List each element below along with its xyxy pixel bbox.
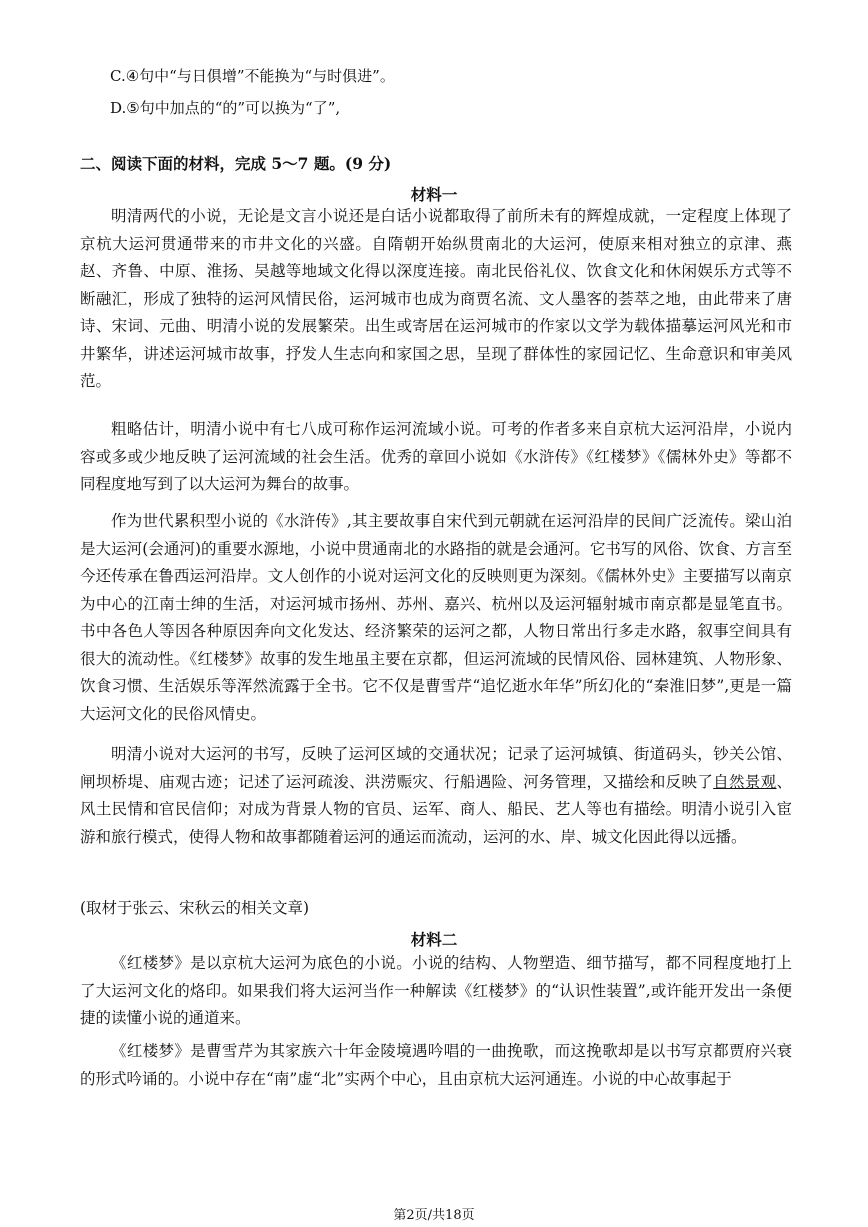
material1-paragraph-4-text-b: 、风土民情和官民信仰；对成为背景人物的官员、运军、商人、船民、艺人等也有描绘。明清小说引入宦游和旅行模式，使得人物和故事都随着运河的通运而流动，运河的水、岸、城文化因此得以远播。 bbox=[80, 772, 792, 846]
material1-paragraph-2: 粗略估计，明清小说中有七八成可称作运河流域小说。可考的作者多来自京杭大运河沿岸，小说内容或多或少地反映了运河流域的社会生活。优秀的章回小说如《水浒传》《红楼梦》《儒林外史》等都不同程度地写到了以大运河为舞台的故事。 bbox=[80, 420, 792, 493]
option-d: D.⑤句中加点的“的”可以换为“了”, bbox=[110, 99, 341, 117]
underlined-phrase: 自然景观 bbox=[713, 772, 777, 791]
section-title: 二、阅读下面的材料，完成 5～7 题。(9 分) bbox=[80, 154, 392, 173]
material2-paragraph-2: 《红楼梦》是曹雪芹为其家族六十年金陵境遇吟唱的一曲挽歌，而这挽歌却是以书写京都贾府兴衰的形式吟诵的。小说中存在“南”虚“北”实两个中心，且由京杭大运河通连。小说的中心故事起于 bbox=[80, 1042, 792, 1088]
option-c: C.④句中“与日俱增”不能换为“与时俱进”。 bbox=[110, 67, 395, 85]
material1-source: (取材于张云、宋秋云的相关文章) bbox=[80, 899, 310, 917]
material2-paragraph-1: 《红楼梦》是以京杭大运河为底色的小说。小说的结构、人物塑造、细节描写，都不同程度地打上了大运河文化的烙印。如果我们将大运河当作一种解读《红楼梦》的“认识性装置”,或许能开发出一条便捷的读懂小说的通道来。 bbox=[80, 954, 792, 1027]
page-footer: 第2页/共18页 bbox=[393, 1208, 475, 1223]
material1-paragraph-3: 作为世代累积型小说的《水浒传》,其主要故事自宋代到元朝就在运河沿岸的民间广泛流传。梁山泊是大运河(会通河)的重要水源地，小说中贯通南北的水路指的就是会通河。它书写的风俗、饮食、方言至今还传承在鲁西运河沿岸。文人创作的小说对运河文化的反映则更为深刻。《儒林外史》主要描写以南京为中心的江南士绅的生活，对运河城市扬州、苏州、嘉兴、杭州以及运河辐射城市南京都是显笔直书。书中各色人等因各种原因奔向文化发达、经济繁荣的运河之都，人物日常出行多走水路，叙事空间具有很大的流动性。《红楼梦》故事的发生地虽主要在京都，但运河流域的民情风俗、园林建筑、人物形象、饮食习惯、生活娱乐等浑然流露于全书。它不仅是曹雪芹“追忆逝水年华”所幻化的“秦淮旧梦”,更是一篇大运河文化的民俗风情史。 bbox=[80, 512, 792, 723]
material1-paragraph-4 bbox=[80, 741, 792, 851]
material1-title: 材料一 bbox=[410, 185, 458, 204]
material1-paragraph-4-text-a: 明清小说对大运河的书写，反映了运河区域的交通状况；记录了运河城镇、街道码头，钞关公馆、闸坝桥堤、庙观古迹；记述了运河疏浚、洪涝赈灾、行船遇险、河务管理，又描绘和反映了 bbox=[80, 745, 792, 791]
material1-paragraph-1: 明清两代的小说，无论是文言小说还是白话小说都取得了前所未有的辉煌成就，一定程度上体现了京杭大运河贯通带来的市井文化的兴盛。自隋朝开始纵贯南北的大运河，使原来相对独立的京津、燕赵、齐鲁、中原、淮扬、吴越等地域文化得以深度连接。南北民俗礼仪、饮食文化和休闲娱乐方式等不断融汇，形成了独特的运河风情民俗，运河城市也成为商贾名流、文人墨客的荟萃之地，由此带来了唐诗、宋词、元曲、明清小说的发展繁荣。出生或寄居在运河城市的作家以文学为载体描摹运河风光和市井繁华，讲述运河城市故事，抒发人生志向和家国之思，呈现了群体性的家园记忆、生命意识和审美风范。 bbox=[80, 207, 792, 390]
material2-title: 材料二 bbox=[410, 930, 458, 949]
